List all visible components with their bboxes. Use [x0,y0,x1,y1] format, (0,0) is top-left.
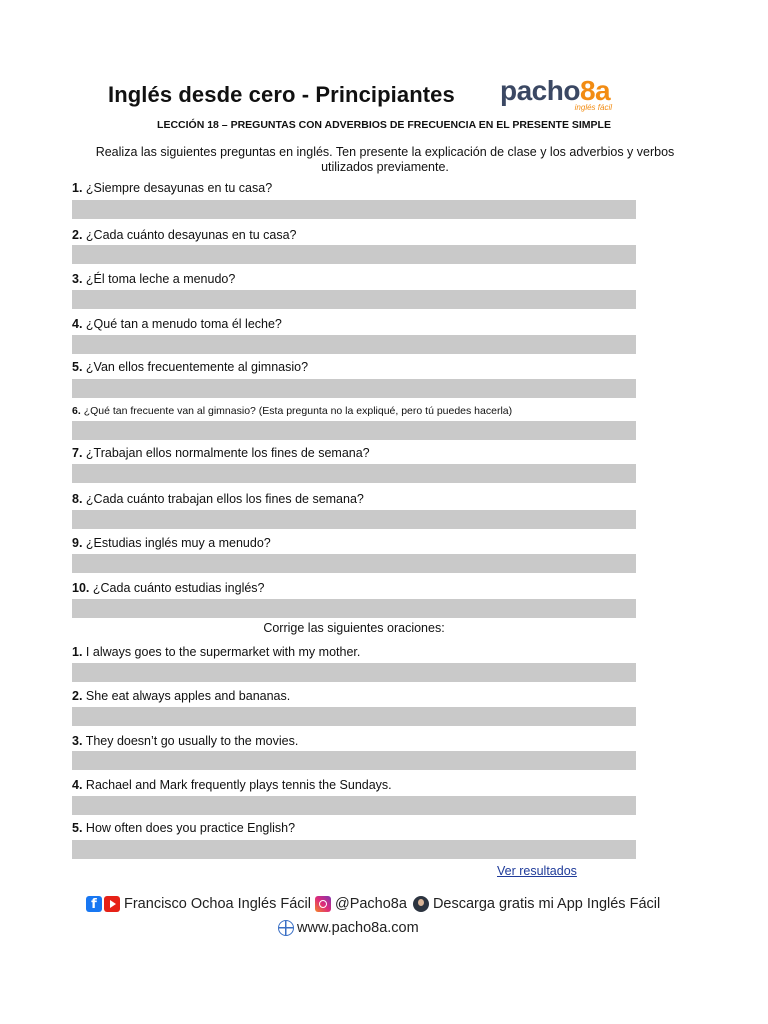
question-text: ¿Cada cuánto estudias inglés? [92,581,265,595]
question-text: ¿Van ellos frecuentemente al gimnasio? [85,360,309,374]
answer-field-8[interactable] [72,510,636,529]
question-number: 2. [72,228,83,242]
question-10 [72,581,672,595]
correction-text: Rachael and Mark frequently plays tennis the Sundays. [85,778,392,792]
website-link[interactable]: www.pacho8a.com [297,920,419,936]
correction-text: I always goes to the supermarket with my mother. [85,645,361,659]
correction-text: They doesn’t go usually to the movies. [85,734,299,748]
app-avatar-icon[interactable] [413,896,429,912]
corrections-heading: Corrige las siguientes oraciones: [263,621,445,635]
logo-tagline: inglés fácil [574,103,612,112]
facebook-icon[interactable]: f [86,896,102,912]
question-3 [72,272,672,286]
question-number: 5. [72,360,83,374]
app-download-text: Descarga gratis mi App Inglés Fácil [432,896,661,912]
question-9 [72,536,672,550]
question-text: ¿Cada cuánto trabajan ellos los fines de semana? [85,492,364,506]
answer-field-9[interactable] [72,554,636,573]
correction-number: 5. [72,821,83,835]
question-text: ¿Él toma leche a menudo? [85,272,236,286]
results-link[interactable]: Ver resultados [497,864,577,878]
question-1 [72,181,672,195]
answer-field-1[interactable] [72,200,636,219]
question-text: ¿Siempre desayunas en tu casa? [85,181,273,195]
correction-5 [72,821,672,835]
correction-field-5[interactable] [72,840,636,859]
answer-field-5[interactable] [72,379,636,398]
correction-1 [72,645,672,659]
logo-text-8a: 8a [579,75,611,106]
correction-field-1[interactable] [72,663,636,682]
correction-number: 3. [72,734,83,748]
answer-field-10[interactable] [72,599,636,618]
instagram-icon[interactable] [315,896,331,912]
question-7 [72,446,672,460]
answer-field-6[interactable] [72,421,636,440]
question-number: 7. [72,446,83,460]
correction-number: 2. [72,689,83,703]
correction-number: 4. [72,778,83,792]
question-number: 8. [72,492,83,506]
logo-text-pacho: pacho [500,75,580,106]
question-text: ¿Qué tan a menudo toma él leche? [85,317,282,331]
question-text: ¿Cada cuánto desayunas en tu casa? [85,228,297,242]
correction-2 [72,689,672,703]
globe-icon [278,920,294,936]
correction-field-4[interactable] [72,796,636,815]
question-text: ¿Trabajan ellos normalmente los fines de semana? [85,446,370,460]
page-title: Inglés desde cero - Principiantes [108,82,455,107]
question-number: 4. [72,317,83,331]
question-4 [72,317,672,331]
answer-field-4[interactable] [72,335,636,354]
question-number: 9. [72,536,83,550]
question-number: 1. [72,181,83,195]
question-text: ¿Estudias inglés muy a menudo? [85,536,271,550]
question-8 [72,492,672,506]
question-6 [72,405,672,417]
header [0,76,768,122]
correction-4 [72,778,672,792]
question-number: 6. [72,405,81,417]
footer [86,896,661,946]
answer-field-2[interactable] [72,245,636,264]
answer-field-3[interactable] [72,290,636,309]
correction-number: 1. [72,645,83,659]
correction-text: How often does you practice English? [85,821,296,835]
pacho8a-logo [500,76,618,116]
answer-field-7[interactable] [72,464,636,483]
correction-3 [72,734,672,748]
correction-field-2[interactable] [72,707,636,726]
youtube-icon[interactable] [104,896,120,912]
question-2 [72,228,672,242]
question-text: ¿Qué tan frecuente van al gimnasio? (Esta pregunta no la expliqué, pero tú puedes hacerla) [83,405,513,417]
channel-name: Francisco Ochoa Inglés Fácil [124,896,311,912]
instructions: Realiza las siguientes preguntas en inglés. Ten presente la explicación de clase y los adverbios y verbos utilizados previamente. [95,145,675,174]
instagram-handle: @Pacho8a [334,896,407,912]
question-5 [72,360,672,374]
correction-field-3[interactable] [72,751,636,770]
correction-text: She eat always apples and bananas. [85,689,291,703]
question-number: 10. [72,581,90,595]
question-number: 3. [72,272,83,286]
lesson-heading: LECCIÓN 18 – PREGUNTAS CON ADVERBIOS DE FRECUENCIA EN EL PRESENTE SIMPLE [157,119,611,131]
